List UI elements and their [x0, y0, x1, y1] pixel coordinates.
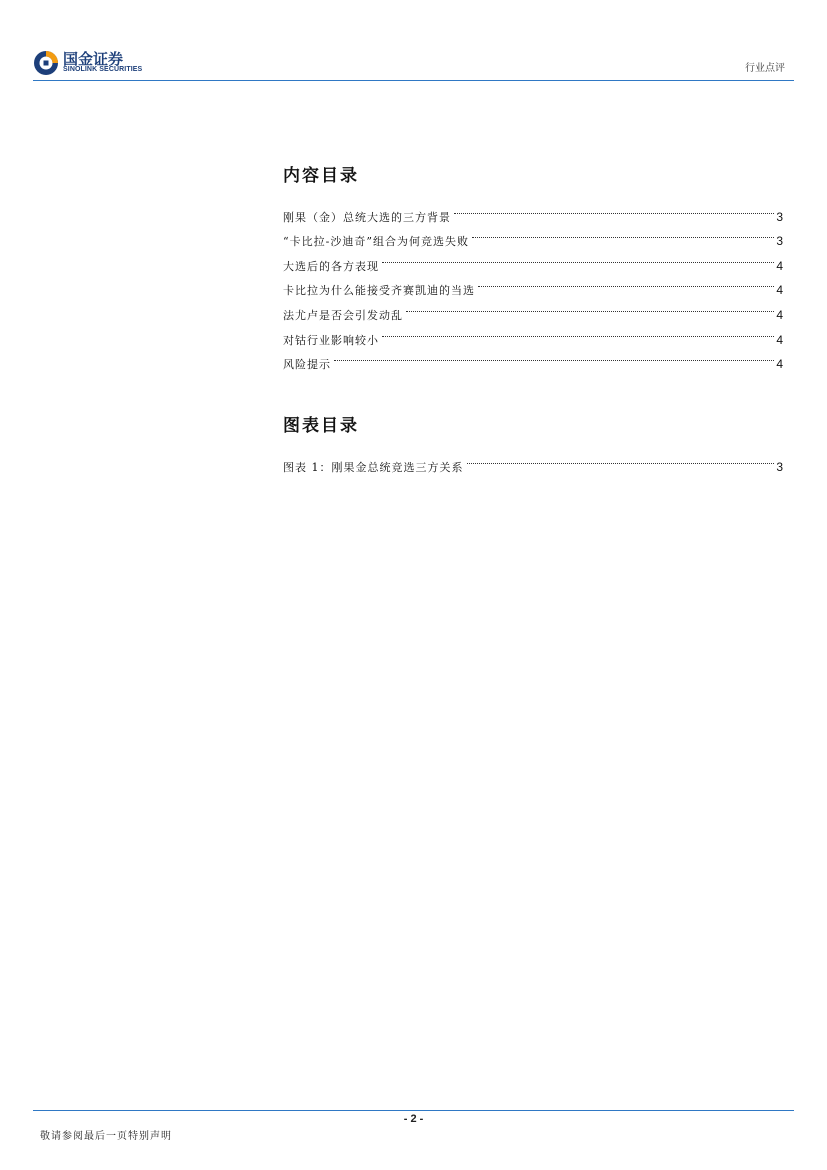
toc-leader-dots — [382, 237, 774, 263]
footer-divider — [33, 1110, 794, 1111]
toc-entry[interactable] — [283, 343, 783, 372]
toc-leader-dots — [334, 336, 774, 362]
disclaimer-note: 敬请参阅最后一页特别声明 — [40, 1131, 172, 1142]
contents-list — [283, 195, 783, 372]
toc-entry-title: 图表 1：刚果金总统竞选三方关系 — [283, 460, 464, 474]
toc-leader-dots — [382, 311, 774, 337]
toc-entry-title: “卡比拉-沙迪奇”组合为何竞选失败 — [283, 235, 469, 249]
toc-entry-title: 风险提示 — [283, 358, 331, 372]
toc-leader-dots — [467, 438, 775, 464]
toc-leader-dots — [454, 188, 774, 214]
toc-entry-page: 4 — [776, 258, 783, 273]
toc-entry-title: 大选后的各方表现 — [283, 259, 379, 273]
toc-entry-page: 3 — [776, 209, 783, 224]
toc-entry-page: 4 — [776, 283, 783, 298]
logo-icon — [33, 50, 59, 76]
toc-entry-page: 3 — [776, 459, 783, 474]
figures-section — [283, 413, 783, 474]
toc-entry[interactable] — [283, 445, 783, 474]
logo-english-name: SINOLINK SECURITIES — [63, 66, 143, 73]
toc-leader-dots — [472, 213, 774, 239]
company-logo — [33, 47, 153, 79]
figures-list — [283, 445, 783, 474]
toc-entry-page: 4 — [776, 332, 783, 347]
toc-leader-dots — [406, 286, 774, 312]
page-header — [0, 0, 827, 80]
toc-leader-dots — [478, 262, 774, 288]
contents-title: 内容目录 — [283, 166, 359, 186]
toc-entry-title: 刚果（金）总统大选的三方背景 — [283, 210, 451, 224]
toc-entry-title: 法尤卢是否会引发动乱 — [283, 308, 403, 322]
page-number: - 2 - — [403, 1113, 424, 1125]
figures-title: 图表目录 — [283, 416, 359, 436]
logo-chinese-name: 国金证券 — [63, 50, 124, 68]
contents-section — [283, 163, 783, 372]
toc-entry-page: 4 — [776, 357, 783, 372]
toc-entry-page: 3 — [776, 234, 783, 249]
toc-entry-title: 卡比拉为什么能接受齐赛凯迪的当选 — [283, 284, 475, 298]
report-category: 行业点评 — [745, 63, 785, 74]
toc-entry-page: 4 — [776, 307, 783, 322]
toc-entry-title: 对钴行业影响较小 — [283, 333, 379, 347]
header-divider — [33, 80, 794, 81]
